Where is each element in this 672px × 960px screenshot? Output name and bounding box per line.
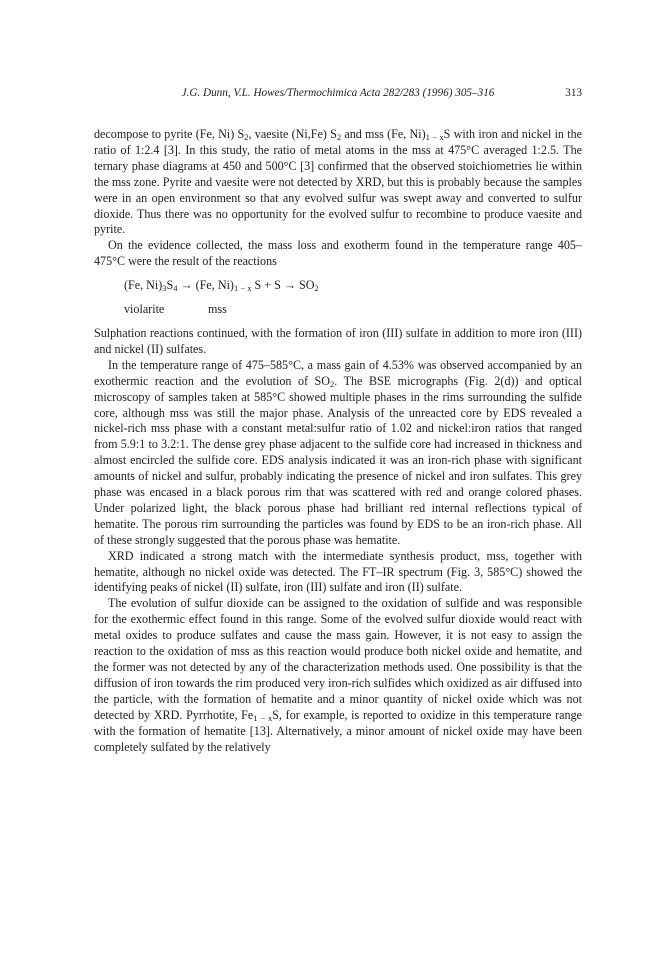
label-mss: mss [208, 302, 227, 317]
text-run: S with iron and nickel in the ratio of 1:2.4 [3]. In this study, the ratio of metal atoms in the mss at 475°C averaged 1:2.5. The ternary phase diagrams at 450 and 500°C [3] confirmed that the observed stoichiometries lie within the mss zone. Pyrite and vaesite were not detected by XRD, but this is probably because the samples were in an open environment so that any evolved sulfur was swept away and converted to sulfur dioxide. Thus there was no opportunity for the evolved sulfur to recombine to produce vaesite and pyrite. [94, 127, 583, 237]
paragraph-3: Sulphation reactions continued, with the formation of iron (III) sulfate in addition to more iron (III) and nickel (II) sulfates. [94, 325, 582, 356]
subscript: 2 [244, 132, 249, 142]
subscript: 2 [330, 378, 335, 389]
text-run: In the temperature range of 475–585°C, a mass gain of 4.53% was observed accompanied by an exothermic reaction and the evolution of SO [94, 357, 582, 388]
equation-part: S [166, 278, 174, 293]
equation-part: S + S → SO [251, 278, 315, 293]
subscript: 2 [314, 283, 319, 294]
running-head: J.G. Dunn, V.L. Howes/Thermochimica Acta 282/283 (1996) 305–316 [181, 87, 495, 99]
text-run: . The BSE micrographs (Fig. 2(d)) and optical microscopy of samples taken at 585°C showed multiple phases in the rims surrounding the sulfide core, although mss was still the major phase. Analysis of the unreacted core by EDS revealed a nickel-rich mss phase with a constant metal:sulfur ratio of 1.02 and nickel:iron ratios that ranged from 5.9:1 to 3.2:1. The dense grey phase adjacent to the sulfide core had increased in thickness and almost encircled the sulfide core. EDS analysis indicated it was an iron-rich phase with significant amounts of nickel and sulfur, probably indicating the presence of nickel and iron sulfates. This grey phase was encased in a black porous rim that was scattered with red and orange colored phases. Under polarized light, the black porous phase had brilliant red internal reflections typical of hematite. The porous rim surrounding the particles was found by EDS to be an iron-rich phase. All of these strongly suggested that the porous phase was hematite. [94, 373, 582, 547]
page-number: 313 [565, 87, 582, 99]
paragraph-5: XRD indicated a strong match with the intermediate synthesis product, mss, together with hematite, although no nickel oxide was detected. The FT–IR spectrum (Fig. 3, 585°C) showed the identifying peaks of nickel (II) sulfate, iron (III) sulfate and iron (II) sulfate. [94, 548, 582, 595]
subscript: 2 [336, 132, 342, 142]
paragraph-1 [94, 127, 582, 238]
subscript: 1 − x [253, 712, 273, 723]
equation-part: (Fe, Ni) [124, 278, 163, 293]
equation-part: → (Fe, Ni) [177, 278, 234, 293]
equation-labels [94, 302, 582, 318]
text-run: and mss (Fe, Ni) [341, 127, 426, 141]
text-run: decompose to pyrite (Fe, Ni) S [94, 127, 245, 141]
subscript: 1 − x [425, 132, 444, 142]
label-violarite: violarite [124, 302, 165, 317]
subscript: 3 [162, 283, 167, 294]
paragraph-2: On the evidence collected, the mass loss and exotherm found in the temperature range 405–475°C were the result of the reactions [94, 238, 582, 269]
paragraph-6 [94, 596, 582, 755]
journal-page [94, 86, 582, 755]
subscript: 1 − x [233, 283, 252, 294]
paragraph-4 [94, 358, 582, 549]
text-run: The evolution of sulfur dioxide can be assigned to the oxidation of sulfide and was responsible for the exothermic effect found in this range. Some of the evolved sulfur dioxide would react with metal oxides to produce sulfates and cause the mass gain. However, it is not easy to assign the reaction to the oxidation of mss as this reaction would produce both nickel oxide and hematite, and the former was not detected by any of the characterization methods used. One possibility is that the diffusion of iron towards the rim produced very iron-rich sulfides which oxidized as air diffused into the particle, with the formation of hematite and a minor quantity of nickel oxide which was not detected by XRD. Pyrrhotite, Fe [94, 596, 582, 722]
text-run: S, for example, is reported to oxidize in this temperature range with the formation of hematite [13]. Alternatively, a minor amount of nickel oxide may have been completely sulfated by the relatively [94, 707, 582, 754]
text-run: , vaesite (Ni,Fe) S [248, 127, 337, 141]
page-header [94, 86, 582, 104]
subscript: 4 [173, 283, 178, 294]
reaction-equation [94, 278, 582, 294]
